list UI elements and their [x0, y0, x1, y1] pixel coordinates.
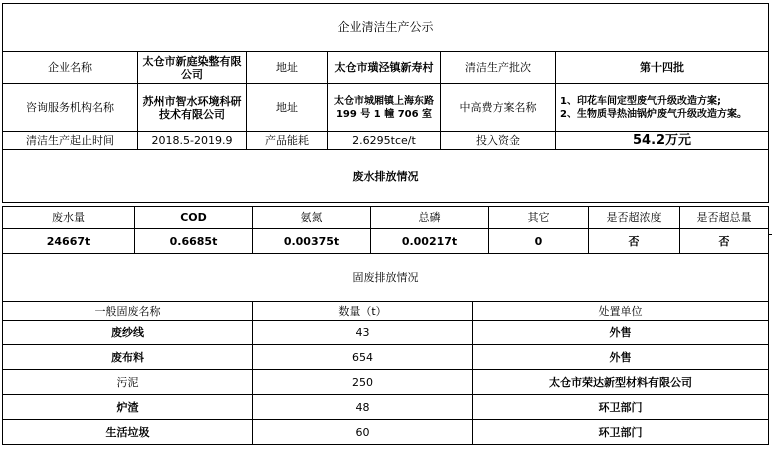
table-row — [3, 420, 769, 445]
table-row — [3, 370, 769, 395]
sw-header-name: 一般固废名称 — [3, 302, 253, 321]
ww-header-over-total: 是否超总量 — [680, 207, 769, 229]
ww-value-other: 0 — [489, 229, 589, 254]
sw-row-unit: 外售 — [473, 321, 769, 345]
wastewater-section-title: 废水排放情况 — [3, 150, 769, 203]
ww-value-ammonia: 0.00375t — [253, 229, 371, 254]
company-address-value: 太仓市璜泾镇新寿村 — [328, 52, 441, 84]
ww-value-cod: 0.6685t — [135, 229, 253, 254]
sw-row-qty: 43 — [253, 321, 473, 345]
sw-row-unit: 环卫部门 — [473, 395, 769, 420]
solid-waste-section-title: 固废排放情况 — [3, 254, 769, 302]
page-title: 企业清洁生产公示 — [3, 4, 769, 52]
ww-value-over-total: 否 — [680, 229, 769, 254]
sw-row-qty: 48 — [253, 395, 473, 420]
sw-row-qty: 60 — [253, 420, 473, 445]
ww-value-over-concentration: 否 — [589, 229, 680, 254]
consult-address-value: 太仓市城厢镇上海东路 199 号 1 幢 706 室 — [328, 84, 441, 132]
batch-label: 清洁生产批次 — [441, 52, 556, 84]
table-row — [3, 395, 769, 420]
sw-header-unit: 处置单位 — [473, 302, 769, 321]
wastewater-table — [2, 206, 769, 302]
table-row — [3, 345, 769, 370]
sw-row-unit: 太仓市荣达新型材料有限公司 — [473, 370, 769, 395]
energy-label: 产品能耗 — [247, 132, 328, 150]
consult-value: 苏州市智水环境科研技术有限公司 — [138, 84, 247, 132]
ww-header-cod: COD — [135, 207, 253, 229]
sw-header-qty: 数量（t） — [253, 302, 473, 321]
invest-label: 投入资金 — [441, 132, 556, 150]
ww-header-over-concentration: 是否超浓度 — [589, 207, 680, 229]
company-name-label: 企业名称 — [3, 52, 138, 84]
ww-header-ammonia: 氨氮 — [253, 207, 371, 229]
edge-tick — [768, 234, 772, 235]
period-label: 清洁生产起止时间 — [3, 132, 138, 150]
company-name-value: 太仓市新庭染整有限公司 — [138, 52, 247, 84]
solid-waste-table — [2, 301, 769, 445]
plan-list — [556, 84, 769, 132]
sw-row-name: 炉渣 — [3, 395, 253, 420]
ww-header-other: 其它 — [489, 207, 589, 229]
batch-value: 第十四批 — [556, 52, 769, 84]
ww-value-phosphorus: 0.00217t — [371, 229, 489, 254]
plan-item-2: 2、生物质导热油锅炉废气升级改造方案。 — [560, 108, 747, 120]
ww-header-phosphorus: 总磷 — [371, 207, 489, 229]
sw-row-qty: 250 — [253, 370, 473, 395]
consult-address-label: 地址 — [247, 84, 328, 132]
sw-row-name: 废纱线 — [3, 321, 253, 345]
invest-value: 54.2万元 — [556, 132, 769, 150]
sw-row-name: 生活垃圾 — [3, 420, 253, 445]
sw-row-qty: 654 — [253, 345, 473, 370]
company-info-table — [2, 3, 769, 203]
table-row — [3, 321, 769, 345]
sw-row-name: 污泥 — [3, 370, 253, 395]
ww-header-volume: 废水量 — [3, 207, 135, 229]
consult-label: 咨询服务机构名称 — [3, 84, 138, 132]
ww-value-volume: 24667t — [3, 229, 135, 254]
energy-value: 2.6295tce/t — [328, 132, 441, 150]
plan-label: 中高费方案名称 — [441, 84, 556, 132]
sw-row-unit: 环卫部门 — [473, 420, 769, 445]
period-value: 2018.5-2019.9 — [138, 132, 247, 150]
sw-row-unit: 外售 — [473, 345, 769, 370]
company-address-label: 地址 — [247, 52, 328, 84]
sw-row-name: 废布料 — [3, 345, 253, 370]
plan-item-1: 1、印花车间定型废气升级改造方案; — [560, 95, 721, 107]
